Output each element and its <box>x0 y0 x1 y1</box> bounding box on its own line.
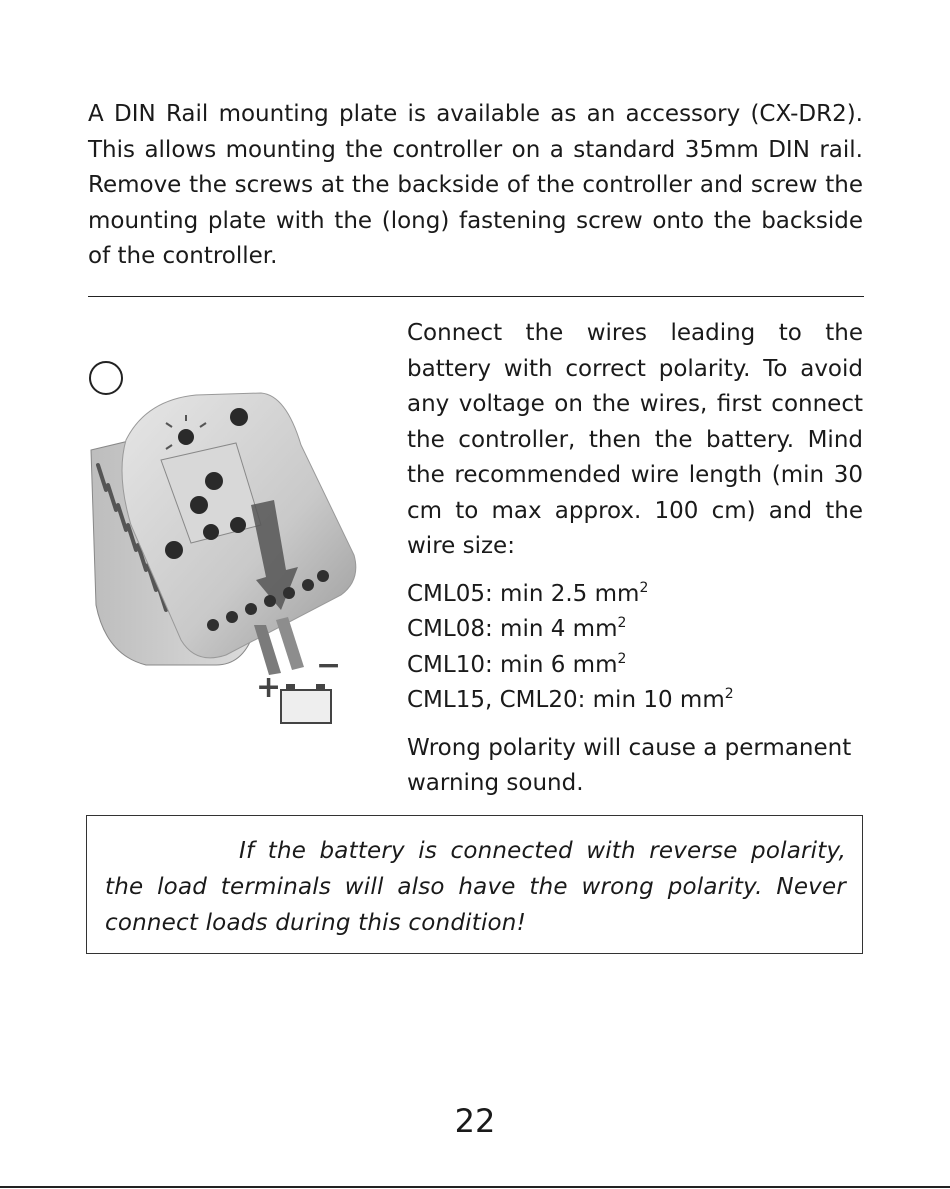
polarity-warning: Wrong polarity will cause a permanent warning sound. <box>407 734 852 796</box>
wire-size-item: CML05: min 2.5 $mm^2$ <box>407 579 649 607</box>
wire-size-list <box>407 577 863 719</box>
caution-box <box>86 815 863 954</box>
wire-size-item: CML10: min 6 $mm^2$ <box>407 650 627 678</box>
intro-paragraph: A DIN Rail mounting plate is available as an accessory (CX-DR2). This allows mounting the controller on a standard 35mm DIN rail. Remove the screws at the backside of the controller and screw the mounting plate with the (long) fastening screw onto the backside of the controller. <box>88 101 863 269</box>
step-circle-icon <box>90 362 122 394</box>
minus-sign: − <box>316 648 342 683</box>
section-divider <box>88 296 864 297</box>
wire-size-item: CML15, CML20: min 10 $mm^2$ <box>407 686 734 713</box>
controller-illustration <box>86 355 366 730</box>
connection-section <box>407 316 863 802</box>
bottom-divider <box>0 1186 950 1188</box>
page-number: 22 <box>454 1102 496 1140</box>
connection-paragraph: Connect the wires leading to the battery with correct polarity. To avoid any voltage on the wires, first connect the controller, then the battery. Mind the recommended wire length (min 30 cm to max approx. 100 cm) and the wire size: <box>407 320 863 559</box>
battery-icon <box>281 690 331 723</box>
caution-text: If the battery is connected with reverse polarity, the load terminals will also have the wrong polarity. Never connect loads during this condition! <box>105 838 846 936</box>
wire-size-item: CML08: min 4 $mm^2$ <box>407 615 627 642</box>
plus-sign: + <box>256 670 282 705</box>
